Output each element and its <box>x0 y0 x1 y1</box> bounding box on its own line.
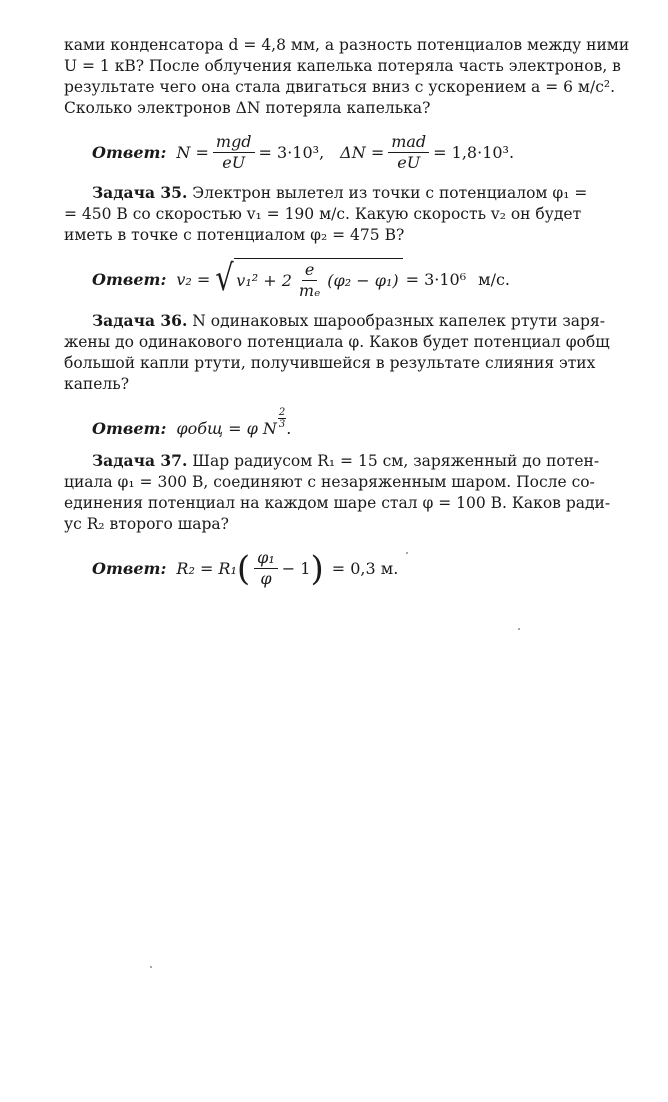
square-root <box>213 258 402 300</box>
answer-37-formula <box>176 549 398 588</box>
task-35-line-3: иметь в точке с потенциалом φ₂ = 475 В? <box>64 226 405 244</box>
intro-line-3: результате чего она стала двигаться вниз с ускорением a = 6 м/с². <box>64 78 616 96</box>
answer-34-formula <box>176 133 514 172</box>
task-36-line-3: большой капли ртути, получившейся в результате слияния этих <box>64 354 596 372</box>
formula-end: . <box>286 419 292 438</box>
answer-label: Ответ: <box>92 269 167 289</box>
answer-36 <box>92 407 644 440</box>
right-paren: ) <box>310 548 324 589</box>
answer-35 <box>92 258 644 300</box>
task-37-line-3: единения потенциал на каждом шаре стал φ = 100 В. Каков ради- <box>64 494 611 512</box>
answer-34 <box>92 133 644 172</box>
radicand <box>234 258 402 300</box>
task-35 <box>64 182 644 246</box>
fraction-e-me <box>296 261 323 300</box>
task-37 <box>64 450 644 535</box>
task-37-line-1 <box>64 450 644 472</box>
radicand-start: v₁² + 2 <box>236 271 292 290</box>
formula-result-r2: = 0,3 м. <box>331 559 399 578</box>
left-paren: ( <box>236 548 251 589</box>
formula-result-delta-n: = 1,8·10³. <box>433 143 515 162</box>
task-36-text-1: N одинаковых шарообразных капелек ртути заря- <box>192 312 605 330</box>
radical-sign: √ <box>215 258 235 299</box>
exponent-numerator: 2 <box>278 407 286 418</box>
formula-phi-total: φобщ = φ N <box>176 419 277 438</box>
answer-36-formula <box>176 407 292 440</box>
formula-lhs-n: N = <box>176 143 209 162</box>
fraction-denominator: eU <box>397 153 421 172</box>
fraction-numerator: mgd <box>213 133 255 153</box>
fraction-mad-eu <box>388 133 429 172</box>
scan-speck <box>518 628 520 630</box>
exponent-denominator: 3 <box>278 419 286 430</box>
task-36-heading: Задача 36. <box>92 311 188 330</box>
intro-paragraph <box>64 35 644 119</box>
formula-lhs-delta-n: ΔN = <box>340 143 385 162</box>
fraction-numerator: φ₁ <box>254 549 278 569</box>
task-36-line-4: капель? <box>64 375 130 393</box>
formula-unit: м/с. <box>478 269 511 289</box>
fraction-numerator: mad <box>388 133 429 153</box>
answer-label: Ответ: <box>92 419 167 438</box>
fraction-denominator: mₑ <box>298 281 321 300</box>
formula-minus-one: − 1 <box>281 559 311 578</box>
intro-line-4: Сколько электронов ΔN потеряла капелька? <box>64 99 431 117</box>
formula-result-v2: = 3·10⁶ <box>405 269 467 289</box>
intro-line-2: U = 1 кВ? После облучения капелька потеряла часть электронов, в <box>64 57 621 75</box>
task-35-line-2: = 450 В со скоростью v₁ = 190 м/с. Какую скорость v₂ он будет <box>64 205 582 223</box>
formula-lhs-r2: R₂ = R₁ <box>176 559 237 578</box>
page-content <box>64 35 644 598</box>
fraction-numerator: e <box>302 261 317 281</box>
task-36-line-1 <box>64 310 644 332</box>
answer-37 <box>92 549 644 588</box>
answer-35-formula <box>176 258 510 300</box>
task-35-line-1 <box>64 182 644 204</box>
answer-label: Ответ: <box>92 143 167 162</box>
fraction-denominator: eU <box>222 153 246 172</box>
answer-label: Ответ: <box>92 559 167 578</box>
task-35-text-1: Электрон вылетел из точки с потенциалом φ₁ = <box>192 184 588 202</box>
task-36-line-2: жены до одинакового потенциала φ. Каков будет потенциал φобщ <box>64 333 610 351</box>
radicand-end: (φ₂ − φ₁) <box>327 271 399 290</box>
fraction-denominator: φ <box>260 569 272 588</box>
fraction-phi1-phi <box>254 549 278 588</box>
task-35-heading: Задача 35. <box>92 183 188 202</box>
formula-lhs-v2: v₂ = <box>176 269 211 289</box>
scan-speck <box>150 966 152 968</box>
fraction-mgd-eu <box>213 133 255 172</box>
exponent-fraction <box>278 407 286 430</box>
intro-line-1: ками конденсатора d = 4,8 мм, а разность потенциалов между ними <box>64 36 630 54</box>
formula-result-n: = 3·10³, <box>258 143 325 162</box>
task-37-line-4: ус R₂ второго шара? <box>64 515 229 533</box>
task-36 <box>64 310 644 395</box>
task-37-text-1: Шар радиусом R₁ = 15 см, заряженный до потен- <box>192 452 600 470</box>
task-37-line-2: циала φ₁ = 300 В, соединяют с незаряженным шаром. После со- <box>64 473 595 491</box>
task-37-heading: Задача 37. <box>92 451 188 470</box>
scan-speck <box>406 552 408 554</box>
